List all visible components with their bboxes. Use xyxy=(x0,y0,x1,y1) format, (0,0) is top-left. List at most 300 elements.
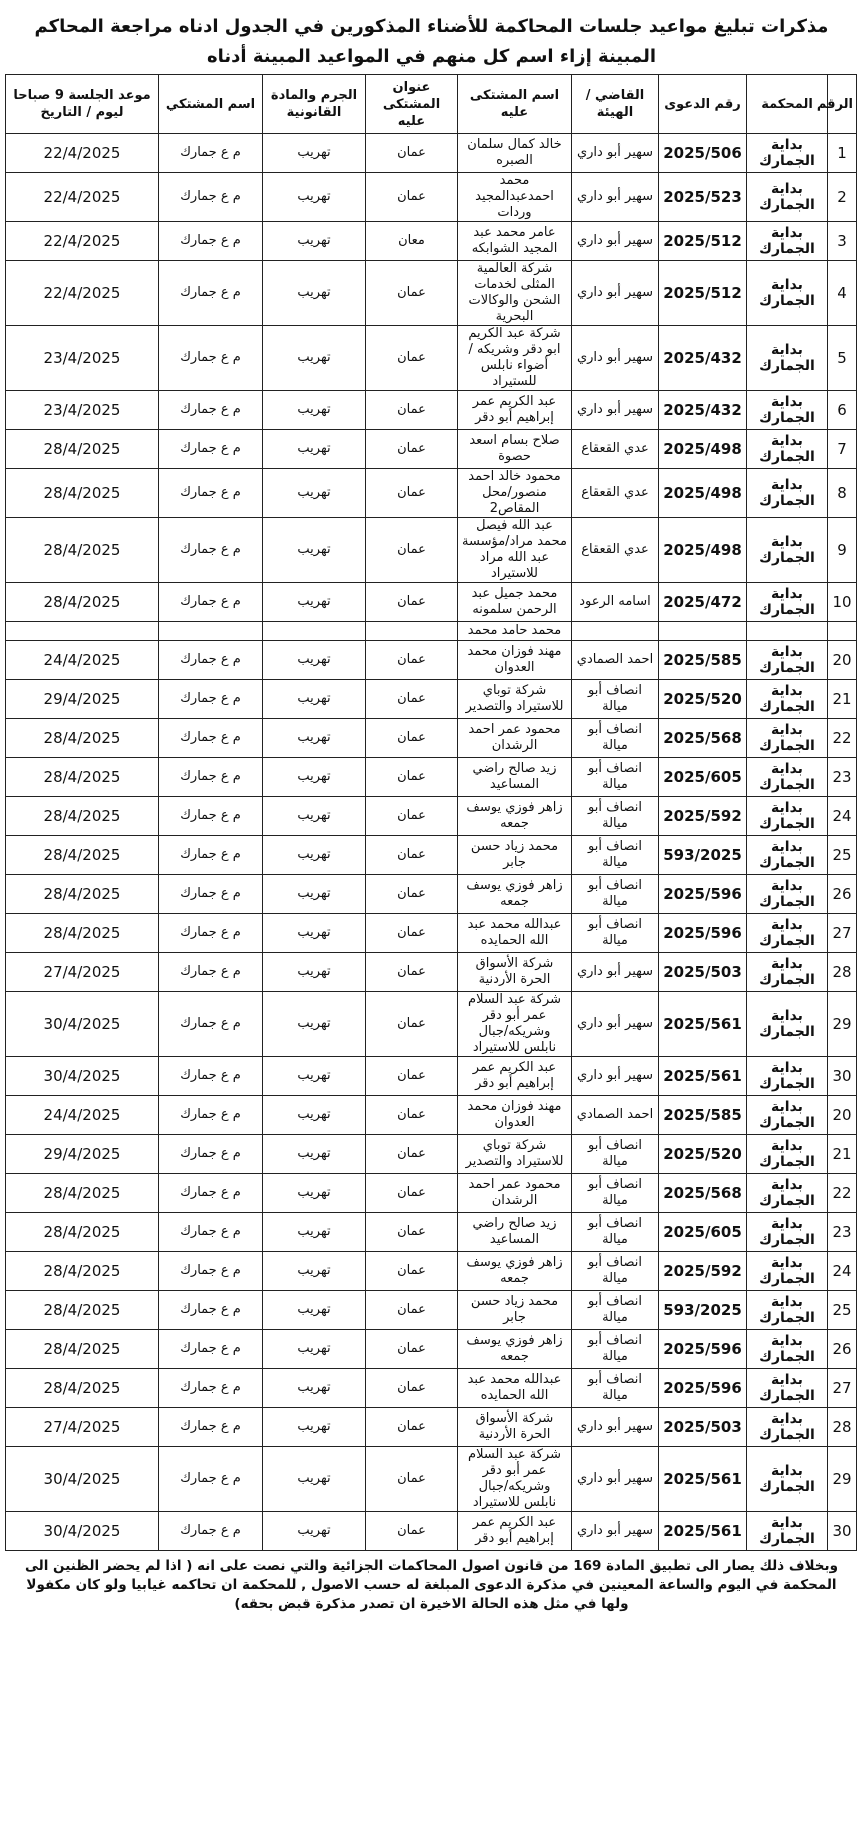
cell-address: عمان xyxy=(366,1512,458,1551)
cell-crime: تهريب xyxy=(263,326,366,391)
cell-judge: سهير أبو داري xyxy=(572,173,659,222)
cell-crime: تهريب xyxy=(263,875,366,914)
cell-address: معان xyxy=(366,222,458,261)
table-row xyxy=(6,261,857,326)
cell-judge: عدي القعقاع xyxy=(572,469,659,518)
cell-session-date: 28/4/2025 xyxy=(6,797,159,836)
table-row xyxy=(6,1135,857,1174)
cell-complainant: م ع جمارك xyxy=(159,1291,263,1330)
cell-num: 30 xyxy=(828,1057,857,1096)
cell-court: بداية الجمارك xyxy=(747,719,828,758)
cell-court: بداية الجمارك xyxy=(747,1135,828,1174)
cell-case-number: 2025/498 xyxy=(659,469,747,518)
cell-defendant: مهند فوزان محمد العدوان xyxy=(458,1096,572,1135)
cell-session-date xyxy=(6,622,159,641)
table-row xyxy=(6,1057,857,1096)
cell-address: عمان xyxy=(366,836,458,875)
cell-defendant: زاهر فوزي يوسف جمعه xyxy=(458,797,572,836)
cell-defendant: شركة الأسواق الحرة الأردنية xyxy=(458,1408,572,1447)
cell-crime: تهريب xyxy=(263,518,366,583)
cell-num: 21 xyxy=(828,1135,857,1174)
cell-complainant: م ع جمارك xyxy=(159,875,263,914)
cell-address: عمان xyxy=(366,518,458,583)
cell-crime: تهريب xyxy=(263,1213,366,1252)
cell-case-number: 2025/592 xyxy=(659,1252,747,1291)
cell-session-date: 30/4/2025 xyxy=(6,992,159,1057)
cell-session-date: 24/4/2025 xyxy=(6,1096,159,1135)
cell-complainant: م ع جمارك xyxy=(159,914,263,953)
cell-case-number: 2025/596 xyxy=(659,1369,747,1408)
table-row xyxy=(6,583,857,622)
cell-crime: تهريب xyxy=(263,1291,366,1330)
cell-session-date: 28/4/2025 xyxy=(6,1174,159,1213)
cell-num xyxy=(828,622,857,641)
cell-session-date: 28/4/2025 xyxy=(6,1213,159,1252)
cell-crime: تهريب xyxy=(263,222,366,261)
table-row-partial xyxy=(6,622,857,641)
cell-address: عمان xyxy=(366,992,458,1057)
cell-address: عمان xyxy=(366,1252,458,1291)
cell-crime: تهريب xyxy=(263,953,366,992)
cell-court: بداية الجمارك xyxy=(747,836,828,875)
cell-crime: تهريب xyxy=(263,1369,366,1408)
cell-judge: انصاف أبو ميالة xyxy=(572,797,659,836)
cell-session-date: 28/4/2025 xyxy=(6,1369,159,1408)
cell-defendant: خالد كمال سلمان الصبره xyxy=(458,134,572,173)
cell-complainant: م ع جمارك xyxy=(159,326,263,391)
cell-address: عمان xyxy=(366,1213,458,1252)
cell-num: 3 xyxy=(828,222,857,261)
cell-crime: تهريب xyxy=(263,583,366,622)
cell-session-date: 28/4/2025 xyxy=(6,1252,159,1291)
cell-judge xyxy=(572,622,659,641)
cell-session-date: 30/4/2025 xyxy=(6,1447,159,1512)
cell-court: بداية الجمارك xyxy=(747,1174,828,1213)
cell-defendant: مهند فوزان محمد العدوان xyxy=(458,641,572,680)
table-row xyxy=(6,992,857,1057)
cell-num: 24 xyxy=(828,797,857,836)
table-row xyxy=(6,1096,857,1135)
cell-case-number: 2025/605 xyxy=(659,758,747,797)
cell-defendant: شركة العالمية المثلى لخدمات الشحن والوكالات البحرية xyxy=(458,261,572,326)
cell-court: بداية الجمارك xyxy=(747,583,828,622)
cell-defendant: محمود خالد احمد منصور/محل المقاص2 xyxy=(458,469,572,518)
cell-judge: انصاف أبو ميالة xyxy=(572,836,659,875)
cell-address: عمان xyxy=(366,326,458,391)
cell-num: 27 xyxy=(828,1369,857,1408)
cell-judge: انصاف أبو ميالة xyxy=(572,719,659,758)
cell-address: عمان xyxy=(366,391,458,430)
cell-judge: انصاف أبو ميالة xyxy=(572,875,659,914)
cell-address: عمان xyxy=(366,134,458,173)
cell-crime: تهريب xyxy=(263,173,366,222)
cell-court: بداية الجمارك xyxy=(747,134,828,173)
cell-court: بداية الجمارك xyxy=(747,875,828,914)
table-row xyxy=(6,953,857,992)
cell-complainant: م ع جمارك xyxy=(159,518,263,583)
cell-defendant: محمد احمدعبدالمجيد وردات xyxy=(458,173,572,222)
cell-judge: احمد الصمادي xyxy=(572,1096,659,1135)
cell-complainant: م ع جمارك xyxy=(159,680,263,719)
cell-crime: تهريب xyxy=(263,1057,366,1096)
header-address: عنوان المشتكى عليه xyxy=(366,75,458,134)
cell-crime: تهريب xyxy=(263,1096,366,1135)
cell-num: 7 xyxy=(828,430,857,469)
cell-address: عمان xyxy=(366,1135,458,1174)
cell-session-date: 23/4/2025 xyxy=(6,326,159,391)
table-row xyxy=(6,222,857,261)
cell-court: بداية الجمارك xyxy=(747,1057,828,1096)
cell-court: بداية الجمارك xyxy=(747,680,828,719)
cell-defendant: عبد الكريم عمر إبراهيم أبو دقر xyxy=(458,1057,572,1096)
cell-defendant: شركة عبد السلام عمر أبو دقر وشريكه/جبال نابلس للاستيراد xyxy=(458,992,572,1057)
cell-crime: تهريب xyxy=(263,1512,366,1551)
cell-crime: تهريب xyxy=(263,1174,366,1213)
cell-session-date: 22/4/2025 xyxy=(6,173,159,222)
table-row xyxy=(6,680,857,719)
table-row xyxy=(6,1252,857,1291)
cell-crime: تهريب xyxy=(263,1330,366,1369)
cell-complainant: م ع جمارك xyxy=(159,261,263,326)
cell-address: عمان xyxy=(366,953,458,992)
cell-num: 22 xyxy=(828,719,857,758)
cell-complainant: م ع جمارك xyxy=(159,1408,263,1447)
cell-session-date: 28/4/2025 xyxy=(6,719,159,758)
cell-case-number: 2025/585 xyxy=(659,1096,747,1135)
cell-crime: تهريب xyxy=(263,719,366,758)
cell-court: بداية الجمارك xyxy=(747,518,828,583)
table-row xyxy=(6,641,857,680)
cell-case-number: 2025/498 xyxy=(659,430,747,469)
cell-num: 20 xyxy=(828,1096,857,1135)
table-row xyxy=(6,134,857,173)
table-body xyxy=(6,134,857,1551)
cell-case-number: 2025/561 xyxy=(659,1447,747,1512)
cell-crime: تهريب xyxy=(263,1447,366,1512)
cell-crime: تهريب xyxy=(263,430,366,469)
cell-case-number: 2025/520 xyxy=(659,1135,747,1174)
cell-address: عمان xyxy=(366,914,458,953)
cell-session-date: 22/4/2025 xyxy=(6,261,159,326)
cell-court: بداية الجمارك xyxy=(747,992,828,1057)
cell-case-number: 593/2025 xyxy=(659,1291,747,1330)
cell-address: عمان xyxy=(366,1408,458,1447)
cell-num: 29 xyxy=(828,1447,857,1512)
cell-case-number: 2025/432 xyxy=(659,391,747,430)
cell-num: 2 xyxy=(828,173,857,222)
cell-address: عمان xyxy=(366,261,458,326)
cell-session-date: 28/4/2025 xyxy=(6,430,159,469)
table-row xyxy=(6,1512,857,1551)
cell-address: عمان xyxy=(366,797,458,836)
cell-num: 25 xyxy=(828,836,857,875)
cell-judge: سهير أبو داري xyxy=(572,1408,659,1447)
cell-defendant: محمد زياد حسن جابر xyxy=(458,836,572,875)
cell-crime: تهريب xyxy=(263,641,366,680)
cell-complainant: م ع جمارك xyxy=(159,391,263,430)
cell-case-number: 2025/506 xyxy=(659,134,747,173)
cell-complainant: م ع جمارك xyxy=(159,1057,263,1096)
cell-defendant: محمد زياد حسن جابر xyxy=(458,1291,572,1330)
cell-judge: انصاف أبو ميالة xyxy=(572,1135,659,1174)
cell-num: 28 xyxy=(828,953,857,992)
cell-complainant: م ع جمارك xyxy=(159,134,263,173)
cell-defendant: محمود عمر احمد الرشدان xyxy=(458,1174,572,1213)
cell-complainant: م ع جمارك xyxy=(159,953,263,992)
cell-case-number: 593/2025 xyxy=(659,836,747,875)
cell-case-number: 2025/503 xyxy=(659,1408,747,1447)
header-num: الرقم xyxy=(828,75,857,134)
cell-num: 8 xyxy=(828,469,857,518)
cell-num: 25 xyxy=(828,1291,857,1330)
cell-court: بداية الجمارك xyxy=(747,953,828,992)
cell-crime: تهريب xyxy=(263,758,366,797)
cell-case-number: 2025/503 xyxy=(659,953,747,992)
cell-defendant: عبدالله محمد عبد الله الحمايده xyxy=(458,914,572,953)
cell-num: 4 xyxy=(828,261,857,326)
cell-crime: تهريب xyxy=(263,1408,366,1447)
cell-address: عمان xyxy=(366,1330,458,1369)
cell-complainant: م ع جمارك xyxy=(159,583,263,622)
legal-notice: وبخلاف ذلك يصار الى تطبيق المادة 169 من قانون اصول المحاكمات الجزائية والتي نصت على انه ( اذا لم يحضر الظنين الى المحكمة في اليوم والساعة المعينين في مذكرة الدعوى المبلغة له حسب الاصول , للمحكمة ان تحاكمه غيابيا ولو كان مكفولا ولها في مثل هذه الحالة الاخيرة ان تصدر مذكرة قبض بحقه) xyxy=(25,1558,838,1612)
cell-defendant: محمد حامد محمد xyxy=(458,622,572,641)
cell-court xyxy=(747,622,828,641)
cell-num: 22 xyxy=(828,1174,857,1213)
cell-address: عمان xyxy=(366,758,458,797)
cell-address: عمان xyxy=(366,1291,458,1330)
table-row xyxy=(6,1408,857,1447)
cell-judge: انصاف أبو ميالة xyxy=(572,1213,659,1252)
header-court: المحكمة xyxy=(747,75,828,134)
cell-court: بداية الجمارك xyxy=(747,1512,828,1551)
cell-defendant: عامر محمد عبد المجيد الشوابكه xyxy=(458,222,572,261)
cell-judge: انصاف أبو ميالة xyxy=(572,1291,659,1330)
cell-num: 5 xyxy=(828,326,857,391)
cell-session-date: 27/4/2025 xyxy=(6,1408,159,1447)
cell-num: 29 xyxy=(828,992,857,1057)
cell-address: عمان xyxy=(366,430,458,469)
cell-crime: تهريب xyxy=(263,261,366,326)
cell-address: عمان xyxy=(366,641,458,680)
cell-complainant: م ع جمارك xyxy=(159,430,263,469)
cell-court: بداية الجمارك xyxy=(747,222,828,261)
cell-defendant: شركة عبد الكريم ابو دقر وشريكه /أضواء نابلس للستيراد xyxy=(458,326,572,391)
cell-defendant: عبد الكريم عمر إبراهيم أبو دقر xyxy=(458,391,572,430)
cell-crime: تهريب xyxy=(263,992,366,1057)
cell-defendant: شركة توباي للاستيراد والتصدير xyxy=(458,1135,572,1174)
cell-session-date: 28/4/2025 xyxy=(6,583,159,622)
cell-case-number: 2025/585 xyxy=(659,641,747,680)
cell-court: بداية الجمارك xyxy=(747,1252,828,1291)
cell-judge: سهير أبو داري xyxy=(572,222,659,261)
cell-session-date: 27/4/2025 xyxy=(6,953,159,992)
cell-num: 28 xyxy=(828,1408,857,1447)
cell-judge: انصاف أبو ميالة xyxy=(572,680,659,719)
cell-defendant: محمود عمر احمد الرشدان xyxy=(458,719,572,758)
cell-defendant: صلاح بسام اسعد حصوة xyxy=(458,430,572,469)
cell-court: بداية الجمارك xyxy=(747,1369,828,1408)
cell-crime: تهريب xyxy=(263,391,366,430)
cell-session-date: 29/4/2025 xyxy=(6,1135,159,1174)
cell-address xyxy=(366,622,458,641)
cell-defendant: زيد صالح راضي المساعيد xyxy=(458,758,572,797)
cell-crime xyxy=(263,622,366,641)
cell-case-number: 2025/605 xyxy=(659,1213,747,1252)
cell-court: بداية الجمارك xyxy=(747,430,828,469)
cell-judge: سهير أبو داري xyxy=(572,953,659,992)
cell-judge: انصاف أبو ميالة xyxy=(572,914,659,953)
cell-complainant: م ع جمارك xyxy=(159,836,263,875)
cell-judge: سهير أبو داري xyxy=(572,134,659,173)
cell-court: بداية الجمارك xyxy=(747,758,828,797)
cell-num: 10 xyxy=(828,583,857,622)
header-defendant: اسم المشتكى عليه xyxy=(458,75,572,134)
document-title: مذكرات تبليغ مواعيد جلسات المحاكمة للأضناء المذكورين في الجدول ادناه مراجعة المحاكم المبينة إزاء اسم كل منهم في المواعيد المبينة أدناه xyxy=(34,16,829,67)
header-date: موعد الجلسة 9 صباحا ليوم / التاريخ xyxy=(6,75,159,134)
cell-defendant: زاهر فوزي يوسف جمعه xyxy=(458,875,572,914)
cell-defendant: شركة توباي للاستيراد والتصدير xyxy=(458,680,572,719)
cell-address: عمان xyxy=(366,583,458,622)
cell-crime: تهريب xyxy=(263,1252,366,1291)
table-row xyxy=(6,1174,857,1213)
cell-defendant: زيد صالح راضي المساعيد xyxy=(458,1213,572,1252)
table-row xyxy=(6,836,857,875)
table-row xyxy=(6,914,857,953)
cell-defendant: شركة عبد السلام عمر أبو دقر وشريكه/جبال نابلس للاستيراد xyxy=(458,1447,572,1512)
table-row xyxy=(6,1369,857,1408)
cell-court: بداية الجمارك xyxy=(747,1330,828,1369)
cell-case-number: 2025/512 xyxy=(659,261,747,326)
cell-case-number: 2025/596 xyxy=(659,875,747,914)
cell-complainant: م ع جمارك xyxy=(159,992,263,1057)
table-row xyxy=(6,391,857,430)
cell-judge: سهير أبو داري xyxy=(572,992,659,1057)
cell-num: 24 xyxy=(828,1252,857,1291)
cell-judge: انصاف أبو ميالة xyxy=(572,1330,659,1369)
cell-court: بداية الجمارك xyxy=(747,1291,828,1330)
cell-judge: احمد الصمادي xyxy=(572,641,659,680)
cell-court: بداية الجمارك xyxy=(747,326,828,391)
cell-complainant: م ع جمارك xyxy=(159,1174,263,1213)
table-row xyxy=(6,719,857,758)
cell-defendant: زاهر فوزي يوسف جمعه xyxy=(458,1252,572,1291)
table-row xyxy=(6,797,857,836)
cell-court: بداية الجمارك xyxy=(747,1213,828,1252)
cell-crime: تهريب xyxy=(263,914,366,953)
cell-complainant: م ع جمارك xyxy=(159,797,263,836)
cell-crime: تهريب xyxy=(263,680,366,719)
cell-case-number: 2025/523 xyxy=(659,173,747,222)
cell-num: 6 xyxy=(828,391,857,430)
cell-num: 30 xyxy=(828,1512,857,1551)
cell-session-date: 28/4/2025 xyxy=(6,914,159,953)
cell-defendant: عبد الله فيصل محمد مراد/مؤسسة عبد الله مراد للاستيراد xyxy=(458,518,572,583)
cell-court: بداية الجمارك xyxy=(747,173,828,222)
cell-session-date: 30/4/2025 xyxy=(6,1512,159,1551)
cell-complainant: م ع جمارك xyxy=(159,469,263,518)
cell-crime: تهريب xyxy=(263,836,366,875)
cell-court: بداية الجمارك xyxy=(747,1408,828,1447)
cell-case-number: 2025/432 xyxy=(659,326,747,391)
cell-num: 1 xyxy=(828,134,857,173)
cell-num: 26 xyxy=(828,1330,857,1369)
cell-complainant: م ع جمارك xyxy=(159,173,263,222)
cell-case-number: 2025/498 xyxy=(659,518,747,583)
cell-case-number: 2025/520 xyxy=(659,680,747,719)
cell-session-date: 23/4/2025 xyxy=(6,391,159,430)
cell-court: بداية الجمارك xyxy=(747,261,828,326)
cell-address: عمان xyxy=(366,173,458,222)
cell-session-date: 28/4/2025 xyxy=(6,1330,159,1369)
cell-case-number: 2025/561 xyxy=(659,992,747,1057)
cell-address: عمان xyxy=(366,875,458,914)
cell-defendant: زاهر فوزي يوسف جمعه xyxy=(458,1330,572,1369)
cell-complainant: م ع جمارك xyxy=(159,1135,263,1174)
cell-case-number: 2025/512 xyxy=(659,222,747,261)
cell-complainant: م ع جمارك xyxy=(159,1512,263,1551)
cell-case-number: 2025/568 xyxy=(659,1174,747,1213)
header-judge: القاضي / الهيئة xyxy=(572,75,659,134)
cell-num: 27 xyxy=(828,914,857,953)
table-row xyxy=(6,1447,857,1512)
cell-session-date: 28/4/2025 xyxy=(6,1291,159,1330)
table-row xyxy=(6,1291,857,1330)
cell-court: بداية الجمارك xyxy=(747,797,828,836)
cell-address: عمان xyxy=(366,680,458,719)
cell-session-date: 28/4/2025 xyxy=(6,758,159,797)
cell-session-date: 28/4/2025 xyxy=(6,875,159,914)
cell-court: بداية الجمارك xyxy=(747,914,828,953)
cell-session-date: 22/4/2025 xyxy=(6,222,159,261)
cell-judge: عدي القعقاع xyxy=(572,430,659,469)
cell-address: عمان xyxy=(366,1447,458,1512)
cell-num: 9 xyxy=(828,518,857,583)
hearings-table xyxy=(5,74,857,1551)
table-row xyxy=(6,469,857,518)
cell-judge: سهير أبو داري xyxy=(572,1512,659,1551)
header-case: رقم الدعوى xyxy=(659,75,747,134)
cell-court: بداية الجمارك xyxy=(747,1096,828,1135)
cell-session-date: 24/4/2025 xyxy=(6,641,159,680)
cell-num: 23 xyxy=(828,758,857,797)
table-row xyxy=(6,518,857,583)
table-row xyxy=(6,430,857,469)
cell-judge: انصاف أبو ميالة xyxy=(572,758,659,797)
cell-complainant: م ع جمارك xyxy=(159,1252,263,1291)
cell-defendant: عبدالله محمد عبد الله الحمايده xyxy=(458,1369,572,1408)
cell-complainant: م ع جمارك xyxy=(159,222,263,261)
cell-complainant: م ع جمارك xyxy=(159,1096,263,1135)
cell-session-date: 28/4/2025 xyxy=(6,836,159,875)
cell-crime: تهريب xyxy=(263,134,366,173)
cell-address: عمان xyxy=(366,1057,458,1096)
cell-address: عمان xyxy=(366,469,458,518)
cell-judge: انصاف أبو ميالة xyxy=(572,1369,659,1408)
cell-case-number: 2025/596 xyxy=(659,1330,747,1369)
cell-judge: سهير أبو داري xyxy=(572,326,659,391)
cell-court: بداية الجمارك xyxy=(747,1447,828,1512)
cell-session-date: 22/4/2025 xyxy=(6,134,159,173)
cell-address: عمان xyxy=(366,1174,458,1213)
cell-address: عمان xyxy=(366,1369,458,1408)
cell-court: بداية الجمارك xyxy=(747,391,828,430)
cell-num: 21 xyxy=(828,680,857,719)
cell-complainant xyxy=(159,622,263,641)
cell-crime: تهريب xyxy=(263,469,366,518)
cell-complainant: م ع جمارك xyxy=(159,758,263,797)
cell-crime: تهريب xyxy=(263,1135,366,1174)
cell-judge: اسامه الرعود xyxy=(572,583,659,622)
